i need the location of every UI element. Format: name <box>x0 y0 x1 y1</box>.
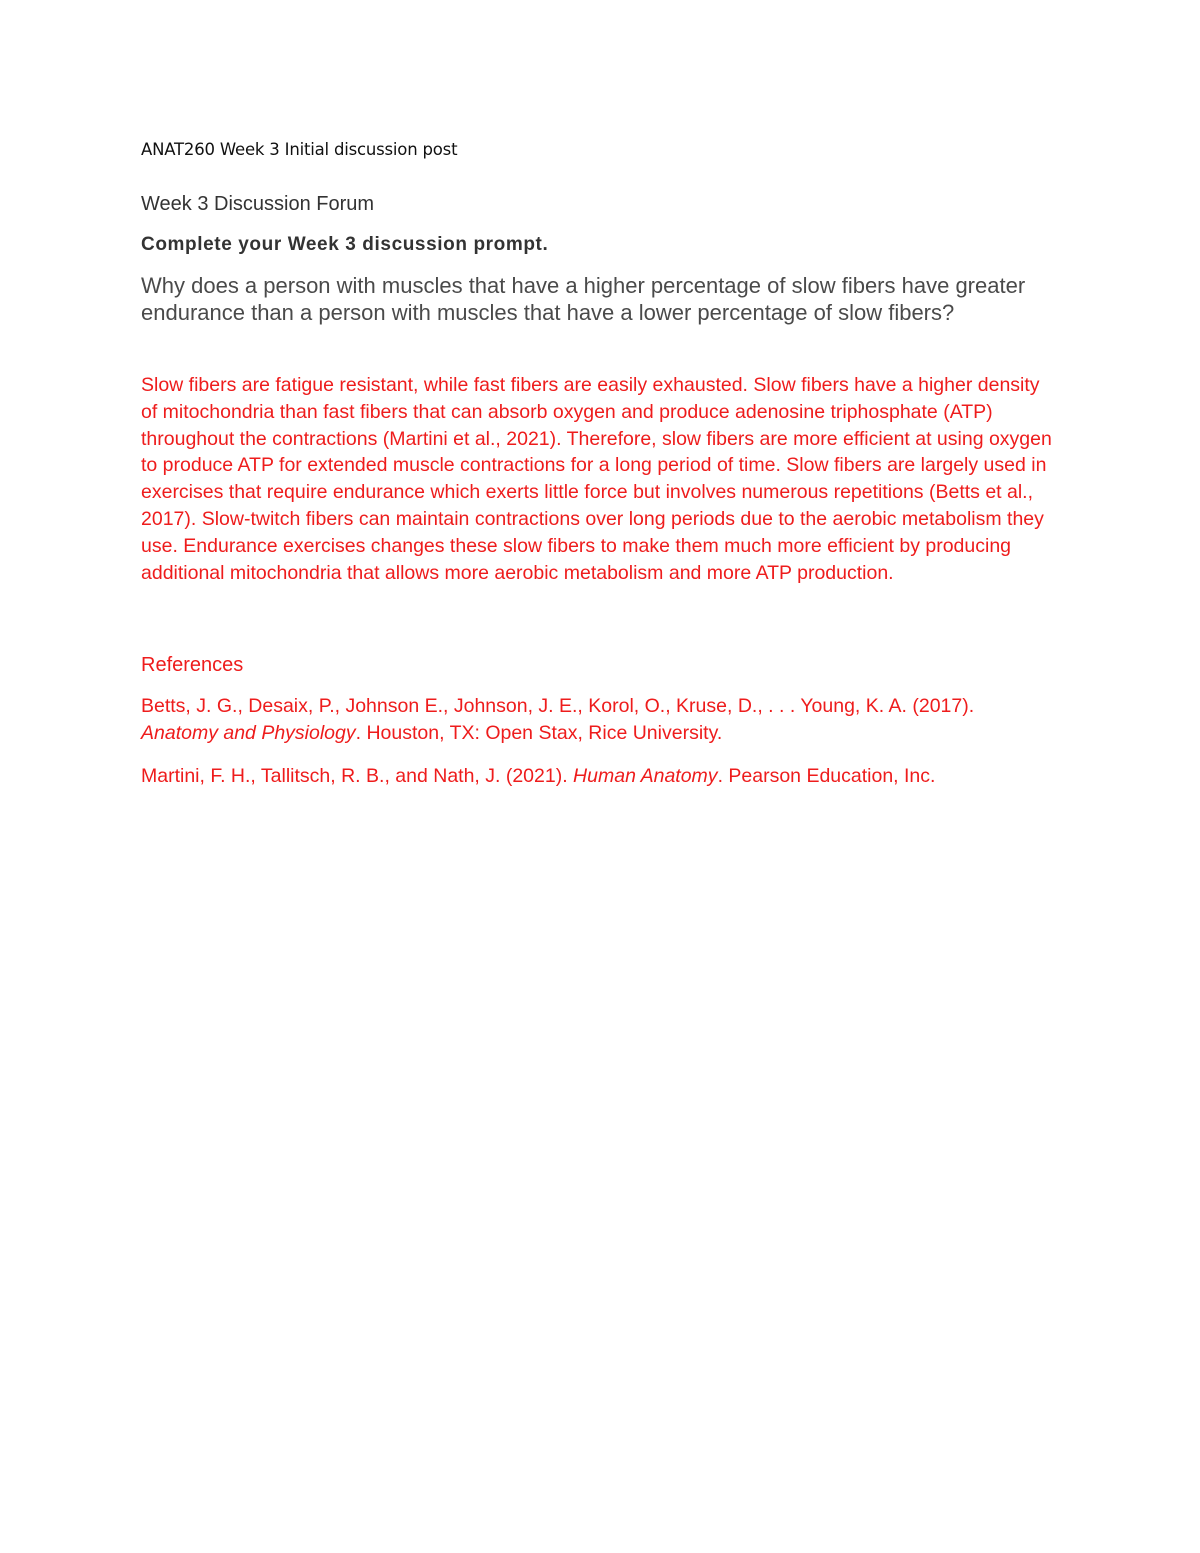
reference-publisher: . Pearson Education, Inc. <box>717 765 936 788</box>
document-body <box>141 140 1056 790</box>
reference-entry <box>141 763 1056 790</box>
reference-text: Martini, F. H., Tallitsch, R. B., and Nath, J. (2021). <box>141 765 574 788</box>
discussion-answer: Slow fibers are fatigue resistant, while fast fibers are easily exhausted. Slow fibers have a higher density of mitochondria than fast fibers that can absorb oxygen and produce adenosine triphosphate (ATP) throughout the contractions (Martini et al., 2021). Therefore, slow fibers are more efficient at using oxygen to produce ATP for extended muscle contractions for a long period of time. Slow fibers are largely used in exercises that require endurance which exerts little force but involves numerous repetitions (Betts et al., 2017). Slow-twitch fibers can maintain contractions over long periods due to the aerobic metabolism they use. Endurance exercises changes these slow fibers to make them much more efficient by producing additional mitochondria that allows more aerobic metabolism and more ATP production. <box>141 374 1052 584</box>
discussion-question: Why does a person with muscles that have a higher percentage of slow fibers have greater endurance than a person with muscles that have a lower percentage of slow fibers? <box>141 273 1026 325</box>
reference-work-title: Anatomy and Physiology <box>141 722 356 745</box>
reference-work-title: Human Anatomy <box>573 765 718 788</box>
prompt-label: Complete your Week 3 discussion prompt. <box>141 234 549 255</box>
reference-publisher: . Houston, TX: Open Stax, Rice University. <box>355 722 723 745</box>
reference-entry <box>141 693 1056 747</box>
document-title: ANAT260 Week 3 Initial discussion post <box>141 140 458 159</box>
references-heading: References <box>141 654 244 677</box>
reference-text: Betts, J. G., Desaix, P., Johnson E., Johnson, J. E., Korol, O., Kruse, D., . . . Young, K. A. (2017). <box>141 695 975 718</box>
forum-heading: Week 3 Discussion Forum <box>141 193 375 215</box>
